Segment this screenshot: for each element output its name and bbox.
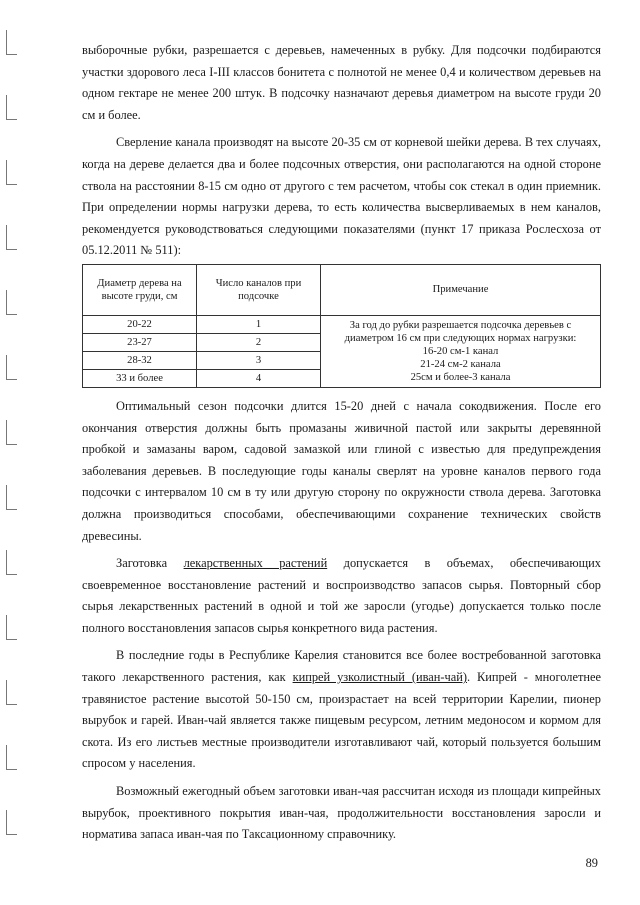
text-segment: . Кипрей - многолетнее травянистое растение высотой 50-150 см, произрастает на всей территории Карелии, пионер вырубок и гарей. Иван-чай является также пищевым ресурсом, летним медоносом и кормом для скота. Из его листьев местные производители изготавливают чай, который пользуется большим спросом у населения. [82,670,601,771]
table-header-row [83,264,601,315]
note-line: 21-24 см-2 канала [420,358,501,370]
cell-diameter: 23-27 [83,333,197,351]
margin-mark [6,30,17,55]
note-line: 16-20 см-1 канал [422,345,499,357]
header-channels: Число каналов при подсочке [197,264,321,315]
margin-mark [6,615,17,640]
paragraph-harvest-volume: Возможный ежегодный объем заготовки иван-чая рассчитан исходя из площади кипрейных вырубок, проективного покрытия иван-чая, продолжительности восстановления заросли и норматива запаса иван-чая по Таксационному справочнику. [82,784,601,842]
cell-channels: 2 [197,333,321,351]
margin-mark [6,420,17,445]
margin-mark [6,160,17,185]
cell-diameter: 20-22 [83,315,197,333]
note-line: За год до рубки разрешается подсочка деревьев с диаметром 16 см при следующих нормах нагрузки: [344,319,577,344]
text-segment: В последние годы в Республике Карелия становится все более востребованной заготовка такого лекарственного растения, как [82,648,601,685]
margin-mark [6,355,17,380]
margin-mark [6,810,17,835]
margin-mark [6,225,17,250]
margin-mark [6,550,17,575]
margin-mark [6,680,17,705]
underlined-term: лекарственных растений [183,556,328,571]
paragraph-season: Оптимальный сезон подсочки длится 15-20 дней с начала сокодвижения. После его окончания отверстия должны быть промазаны живичной пастой или закрыты деревянной пробкой и замазаны варом, садовой замазкой или глиной с известью для предупреждения заболевания деревьев. В последующие годы каналы сверлят на уровне каналов первого года подсочки с интервалом 10 см в ту или другую сторону по окружности ствола дерева. Заготовка должна производиться способами, обеспечивающими сохранение технических свойств древесины. [82,398,601,543]
paragraph-drilling: Сверление канала производят на высоте 20-35 см от корневой шейки дерева. В тех случаях, когда на дереве делается два и более подсочных отверстия, они располагаются на одной стороне ствола на расстоянии 8-15 см одно от другого с тем расчетом, чтобы сок стекал в один приемник. При определении нормы нагрузки дерева, то есть количества высверливаемых в нем каналов, рекомендуется руководствоваться следующими показателями (пункт 17 приказа Рослесхоза от 05.12.2011 № 511): [82,135,601,258]
cell-channels: 3 [197,351,321,369]
margin-mark [6,95,17,120]
text-segment: Заготовка [116,556,184,571]
cell-channels: 1 [197,315,321,333]
cell-channels: 4 [197,369,321,387]
page-content [82,40,601,846]
page-number: 89 [585,856,598,870]
margin-mark [6,745,17,770]
margin-mark [6,485,17,510]
binding-margin-marks [6,20,20,880]
cell-diameter: 28-32 [83,351,197,369]
cell-note [321,315,601,387]
header-note: Примечание [321,264,601,315]
paragraph-fireweed [82,645,601,775]
text-segment: допускается в объемах, обеспечивающих своевременное восстановление растений и воспроизводство запасов сырья. Повторный сбор сырья лекарственных растений в одной и той же заросли (угодье) допускается только после полного восстановления запасов сырья конкретного вида растения. [82,556,601,635]
paragraph-medicinal-plants [82,553,601,639]
paragraph-selection-rules: выборочные рубки, разрешается с деревьев, намеченных в рубку. Для подсочки подбираются участки здорового леса I-III классов бонитета с полнотой не менее 0,4 и количеством деревьев на одном гектаре не менее 200 штук. В подсочку назначают деревья диаметром на высоте груди 20 см и более. [82,43,601,122]
margin-mark [6,290,17,315]
note-line: 25см и более-3 канала [410,371,511,383]
underlined-term: кипрей узколистный (иван-чай) [292,670,468,685]
table-row [83,315,601,333]
header-diameter: Диаметр дерева на высоте груди, см [83,264,197,315]
cell-diameter: 33 и более [83,369,197,387]
load-norms-table [82,264,601,388]
